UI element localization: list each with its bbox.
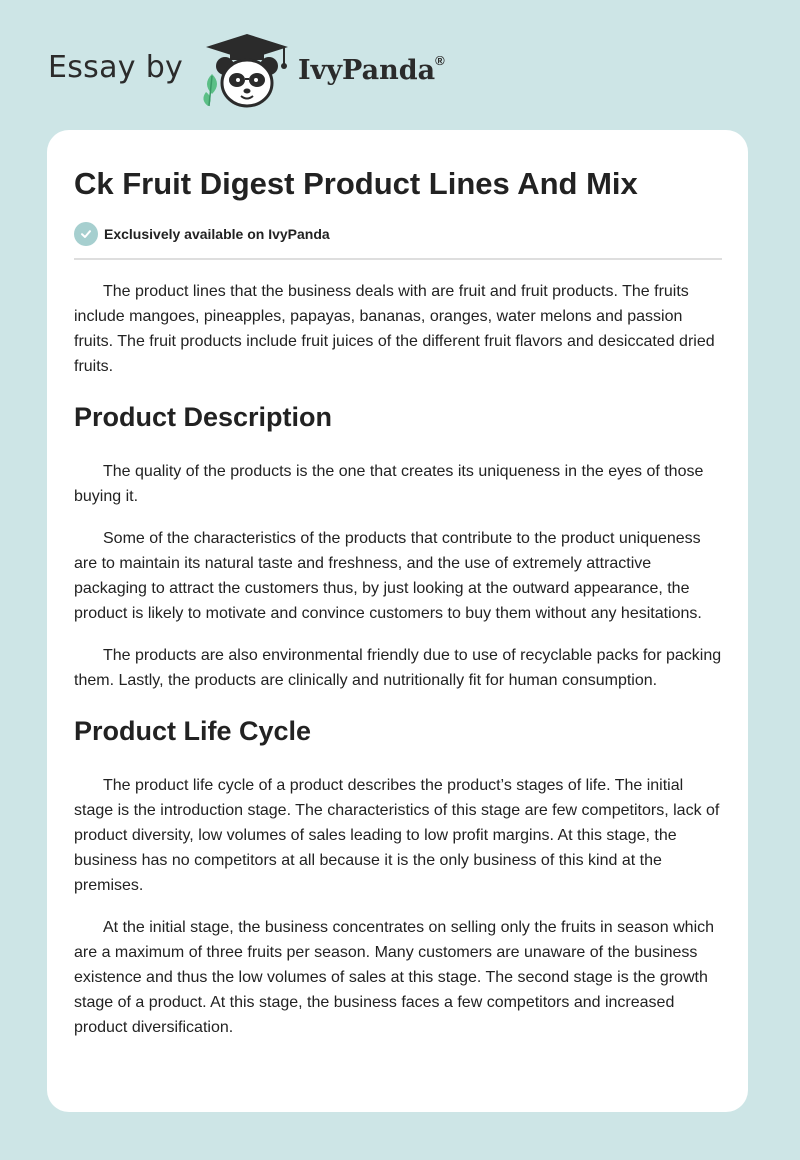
- paragraph: At the initial stage, the business concentrates on selling only the fruits in season which are a maximum of three fruits per season. Many customers are unaware of the business existence and thus the low volumes of sales at this stage. The second stage is the growth stage of a product. At this stage, the business faces a few competitors and increased product diversification.: [74, 919, 715, 1036]
- divider: [74, 258, 722, 260]
- panda-graduate-icon: [200, 30, 294, 110]
- section-heading-product-description: Product Description: [74, 402, 333, 432]
- registered-mark: ®: [435, 53, 445, 68]
- essay-card: [47, 130, 748, 1112]
- check-icon: [74, 222, 98, 246]
- paragraph: The quality of the products is the one that creates its uniqueness in the eyes of those buying it.: [74, 463, 704, 505]
- paragraph: Some of the characteristics of the products that contribute to the product uniqueness are to maintain its natural taste and freshness, and the use of extremely attractive packaging to attract the customers thus, by just looking at the outward appearance, the product is likely to motivate and convince customers to buy them without any hesitations.: [74, 530, 702, 622]
- paragraph: The product life cycle of a product describes the product’s stages of life. The initial stage is the introduction stage. The characteristics of this stage are few competitors, lack of product diversity, low volumes of sales leading to low profit margins. At this stage, the business has no competitors at all because it is the only business of this kind at the premises.: [74, 777, 720, 894]
- brand-prefix: Essay by: [48, 50, 184, 85]
- availability-text: Exclusively available on IvyPanda: [104, 226, 330, 242]
- essay-title: Ck Fruit Digest Product Lines And Mix: [74, 166, 638, 201]
- brand-name: IvyPanda®: [298, 53, 445, 86]
- paragraph: The products are also environmental friendly due to use of recyclable packs for packing them. Lastly, the products are clinically and nutritionally fit for human consumption.: [74, 647, 722, 689]
- availability-badge: [74, 221, 722, 247]
- brand-header[interactable]: [48, 30, 508, 110]
- intro-paragraph: The product lines that the business deals with are fruit and fruit products. The fruits include mangoes, pineapples, papayas, bananas, oranges, water melons and passion fruits. The fruit products include fruit juices of the different fruit flavors and desiccated dried fruits.: [74, 283, 715, 375]
- section-heading-product-life-cycle: Product Life Cycle: [74, 716, 312, 746]
